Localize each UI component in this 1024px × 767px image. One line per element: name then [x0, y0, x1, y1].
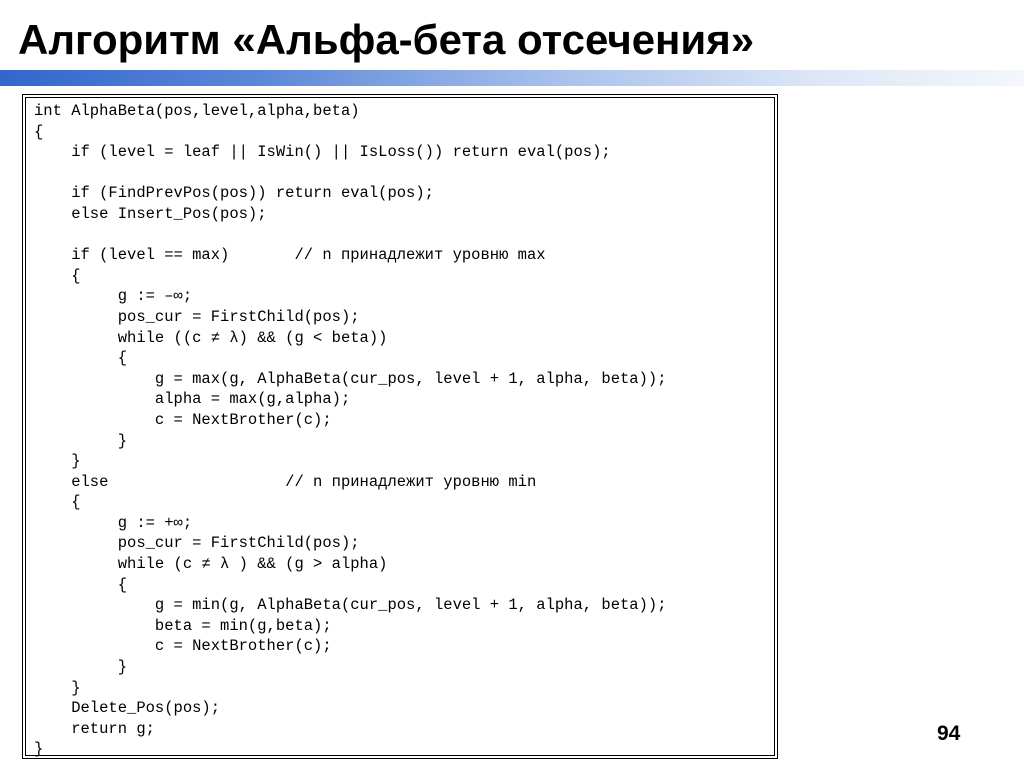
slide-title: Алгоритм «Альфа-бета отсечения» [18, 16, 755, 63]
code-line: beta = min(g,beta); [34, 616, 332, 635]
code-box [22, 94, 778, 759]
code-line: g := +∞; [34, 513, 193, 532]
code-line: } [34, 431, 128, 450]
code-line: while ((c ≠ λ) && (g < beta)) [34, 328, 388, 347]
code-line: { [34, 349, 128, 368]
code-line: if (FindPrevPos(pos)) return eval(pos); [34, 184, 434, 203]
title-underline-bar [0, 70, 1024, 86]
code-line: } [34, 678, 81, 697]
code-line: pos_cur = FirstChild(pos); [34, 307, 360, 326]
code-line: { [34, 122, 44, 141]
code-listing [34, 101, 667, 760]
code-line: if (level = leaf || IsWin() || IsLoss()) return eval(pos); [34, 143, 611, 162]
code-line: } [34, 740, 44, 759]
code-line: g = min(g, AlphaBeta(cur_pos, level + 1, alpha, beta)); [34, 596, 667, 615]
code-line: } [34, 658, 128, 677]
code-line: { [34, 266, 81, 285]
code-line: g = max(g, AlphaBeta(cur_pos, level + 1, alpha, beta)); [34, 369, 667, 388]
code-line: c = NextBrother(c); [34, 410, 332, 429]
code-line: g := –∞; [34, 287, 193, 306]
code-line [34, 225, 667, 246]
code-line: c = NextBrother(c); [34, 637, 332, 656]
code-line: return g; [34, 719, 155, 738]
page-number: 94 [937, 722, 961, 745]
code-line: int AlphaBeta(pos,level,alpha,beta) [34, 102, 360, 120]
code-line: else Insert_Pos(pos); [34, 204, 267, 223]
code-line: if (level == max) // n принадлежит уровню max [34, 246, 546, 265]
code-line: pos_cur = FirstChild(pos); [34, 534, 360, 553]
code-line: { [34, 575, 128, 594]
code-line: { [34, 493, 81, 512]
code-line: while (c ≠ λ ) && (g > alpha) [34, 555, 388, 574]
code-line: else // n принадлежит уровню min [34, 472, 537, 491]
code-line: } [34, 452, 81, 471]
code-line: Delete_Pos(pos); [34, 699, 221, 718]
code-line [34, 163, 667, 184]
code-line: alpha = max(g,alpha); [34, 390, 351, 409]
